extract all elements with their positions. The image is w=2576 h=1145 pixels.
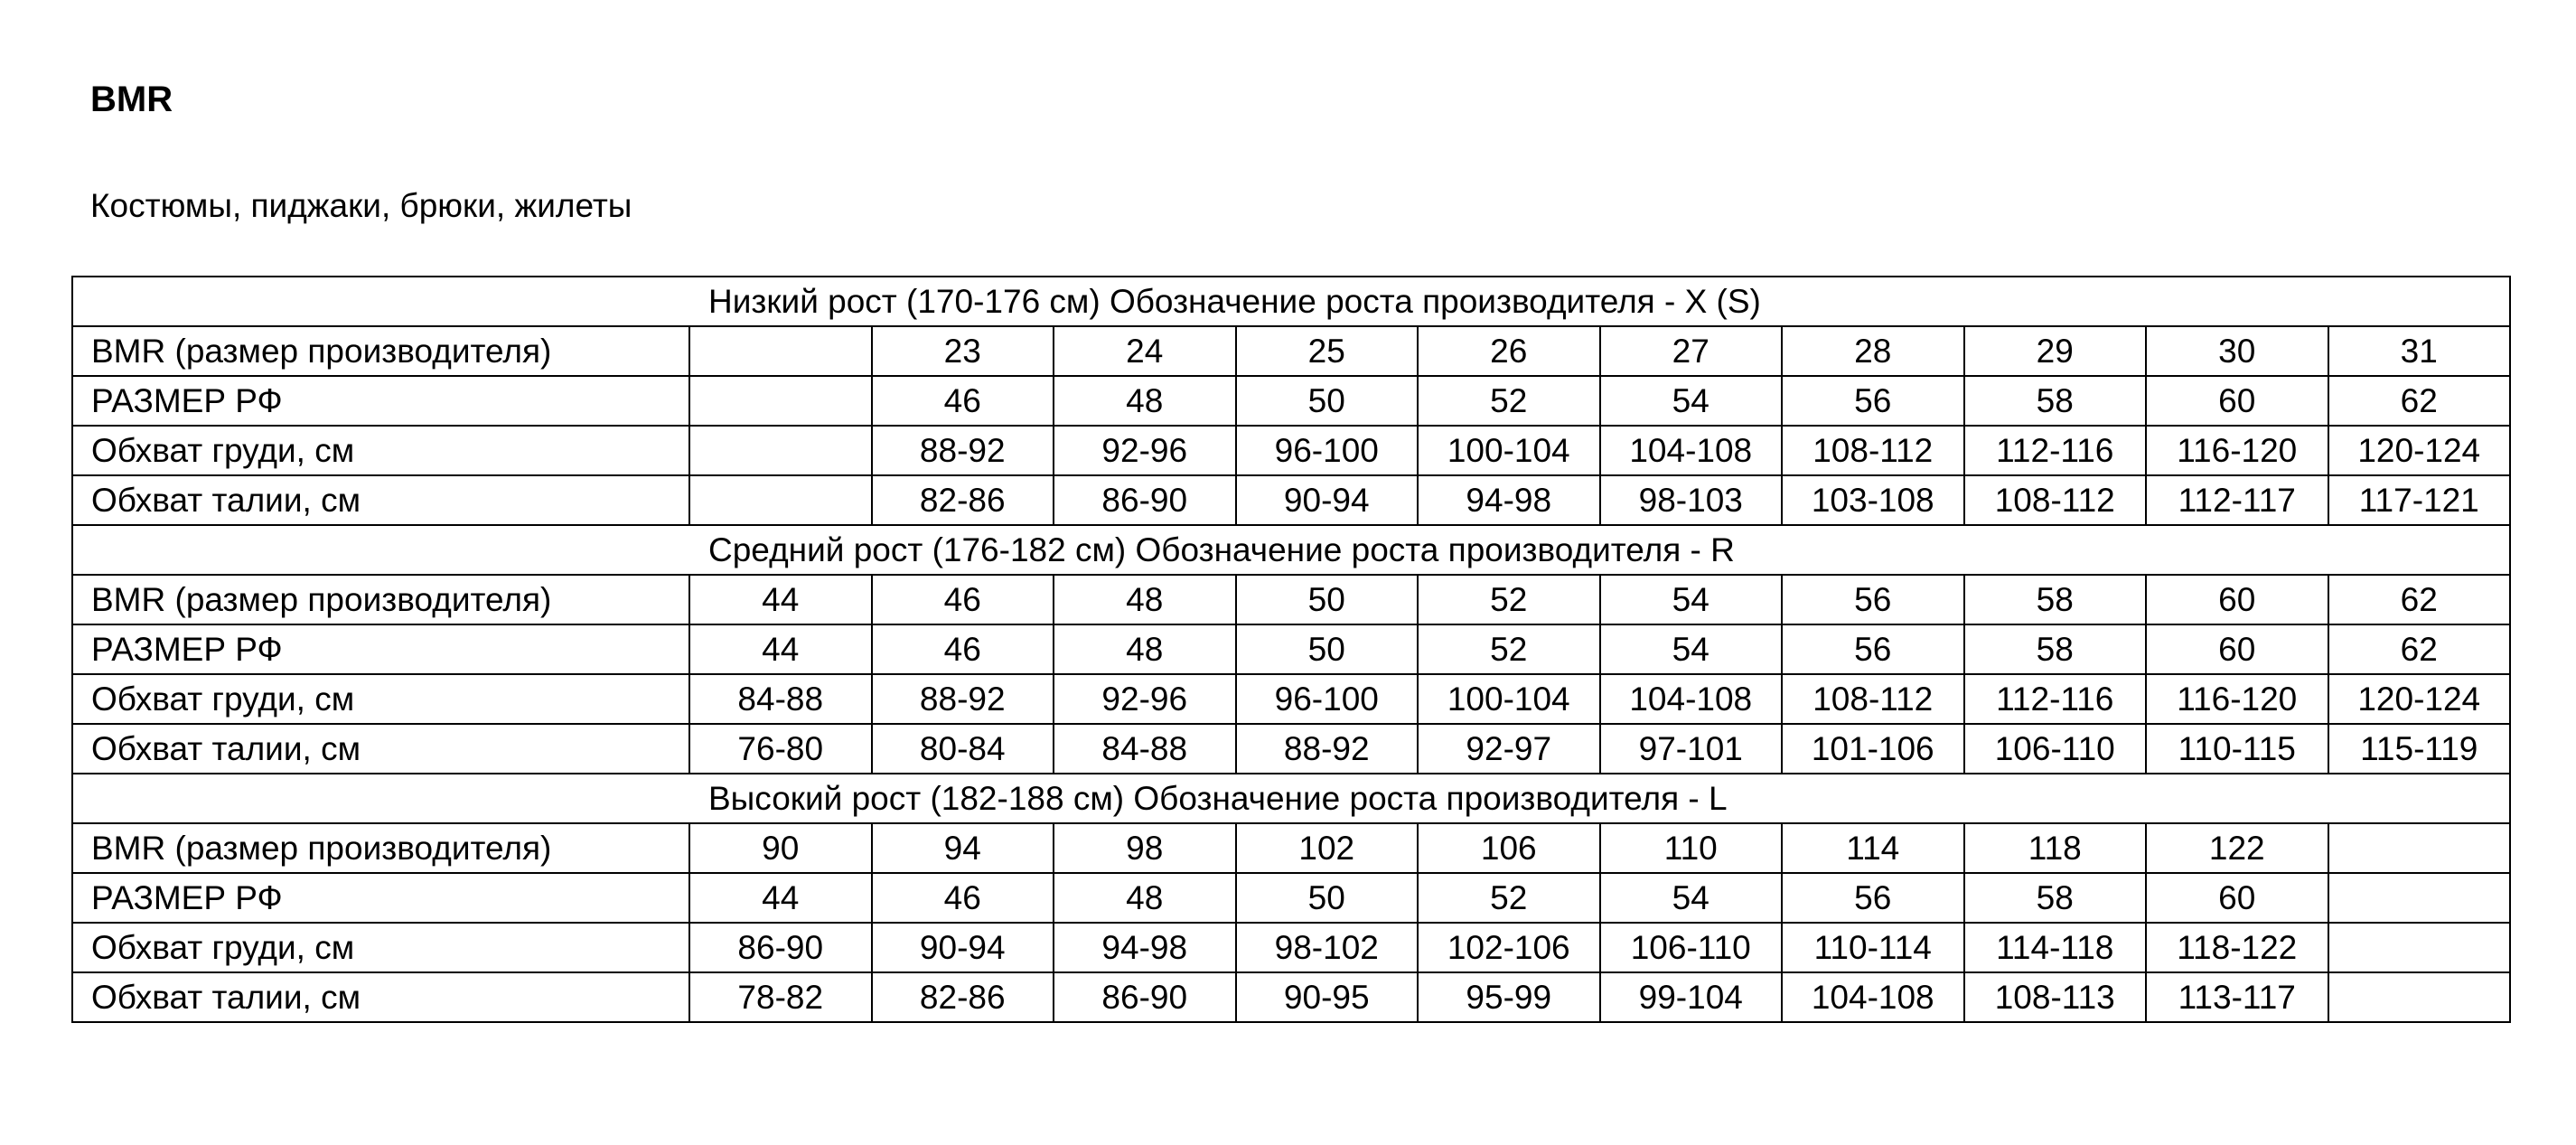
table-cell: 46 xyxy=(872,376,1054,426)
table-cell: 31 xyxy=(2328,326,2511,376)
row-label: Обхват груди, см xyxy=(72,923,689,972)
table-cell xyxy=(689,426,872,475)
table-row xyxy=(72,475,2510,525)
table-cell: 106 xyxy=(1418,823,1600,873)
table-cell: 58 xyxy=(1964,376,2147,426)
table-cell: 95-99 xyxy=(1418,972,1600,1022)
table-cell: 28 xyxy=(1782,326,1964,376)
table-cell: 48 xyxy=(1054,575,1236,624)
table-cell: 108-112 xyxy=(1782,426,1964,475)
table-cell: 50 xyxy=(1236,376,1419,426)
table-row xyxy=(72,624,2510,674)
table-cell: 97-101 xyxy=(1600,724,1783,774)
table-cell: 78-82 xyxy=(689,972,872,1022)
table-cell: 108-113 xyxy=(1964,972,2147,1022)
document-subtitle: Костюмы, пиджаки, брюки, жилеты xyxy=(90,187,632,224)
table-cell: 100-104 xyxy=(1418,674,1600,724)
section-header-row xyxy=(72,774,2510,823)
table-cell: 84-88 xyxy=(689,674,872,724)
table-cell: 44 xyxy=(689,575,872,624)
table-row xyxy=(72,376,2510,426)
table-cell: 25 xyxy=(1236,326,1419,376)
table-cell: 60 xyxy=(2146,624,2328,674)
size-chart-body xyxy=(72,277,2510,1022)
table-cell: 118 xyxy=(1964,823,2147,873)
table-cell: 92-96 xyxy=(1054,426,1236,475)
table-cell: 116-120 xyxy=(2146,674,2328,724)
table-cell: 52 xyxy=(1418,376,1600,426)
table-cell: 76-80 xyxy=(689,724,872,774)
table-cell: 54 xyxy=(1600,575,1783,624)
table-cell xyxy=(2328,923,2511,972)
table-cell xyxy=(2328,823,2511,873)
table-cell: 48 xyxy=(1054,873,1236,923)
table-cell: 112-117 xyxy=(2146,475,2328,525)
table-cell: 52 xyxy=(1418,575,1600,624)
table-cell: 108-112 xyxy=(1964,475,2147,525)
table-cell xyxy=(689,326,872,376)
row-label: РАЗМЕР РФ xyxy=(72,376,689,426)
table-cell xyxy=(2328,972,2511,1022)
table-cell: 88-92 xyxy=(872,674,1054,724)
table-cell: 98-103 xyxy=(1600,475,1783,525)
table-cell: 58 xyxy=(1964,624,2147,674)
table-cell: 116-120 xyxy=(2146,426,2328,475)
table-cell: 50 xyxy=(1236,873,1419,923)
table-cell: 110-115 xyxy=(2146,724,2328,774)
row-label: Обхват талии, см xyxy=(72,475,689,525)
brand-title: BMR xyxy=(90,80,173,119)
row-label: BMR (размер производителя) xyxy=(72,823,689,873)
table-row xyxy=(72,426,2510,475)
table-cell: 120-124 xyxy=(2328,674,2511,724)
table-cell: 60 xyxy=(2146,575,2328,624)
table-cell: 50 xyxy=(1236,575,1419,624)
table-cell: 56 xyxy=(1782,624,1964,674)
table-cell: 80-84 xyxy=(872,724,1054,774)
table-cell: 86-90 xyxy=(1054,475,1236,525)
table-cell: 90-94 xyxy=(872,923,1054,972)
table-cell: 92-96 xyxy=(1054,674,1236,724)
table-row xyxy=(72,823,2510,873)
row-label: BMR (размер производителя) xyxy=(72,326,689,376)
table-cell: 122 xyxy=(2146,823,2328,873)
table-cell: 96-100 xyxy=(1236,674,1419,724)
table-cell: 88-92 xyxy=(872,426,1054,475)
table-cell xyxy=(689,376,872,426)
table-cell: 110-114 xyxy=(1782,923,1964,972)
table-cell: 26 xyxy=(1418,326,1600,376)
table-row xyxy=(72,972,2510,1022)
table-cell: 90-94 xyxy=(1236,475,1419,525)
table-cell: 52 xyxy=(1418,873,1600,923)
row-label: BMR (размер производителя) xyxy=(72,575,689,624)
table-row xyxy=(72,575,2510,624)
table-cell: 113-117 xyxy=(2146,972,2328,1022)
table-cell: 100-104 xyxy=(1418,426,1600,475)
section-header-row xyxy=(72,277,2510,326)
table-cell: 62 xyxy=(2328,376,2511,426)
table-cell: 84-88 xyxy=(1054,724,1236,774)
table-cell: 86-90 xyxy=(689,923,872,972)
section-header: Средний рост (176-182 см) Обозначение роста производителя - R xyxy=(72,525,2510,575)
row-label: Обхват груди, см xyxy=(72,674,689,724)
table-cell: 106-110 xyxy=(1600,923,1783,972)
section-header-row xyxy=(72,525,2510,575)
table-cell: 118-122 xyxy=(2146,923,2328,972)
table-cell: 102-106 xyxy=(1418,923,1600,972)
table-cell: 23 xyxy=(872,326,1054,376)
table-cell: 48 xyxy=(1054,624,1236,674)
table-cell: 108-112 xyxy=(1782,674,1964,724)
table-cell: 114-118 xyxy=(1964,923,2147,972)
table-cell: 58 xyxy=(1964,575,2147,624)
table-row xyxy=(72,873,2510,923)
row-label: Обхват талии, см xyxy=(72,724,689,774)
table-cell: 99-104 xyxy=(1600,972,1783,1022)
table-cell: 56 xyxy=(1782,575,1964,624)
table-cell: 90 xyxy=(689,823,872,873)
table-cell: 54 xyxy=(1600,376,1783,426)
table-cell: 94-98 xyxy=(1054,923,1236,972)
table-cell: 110 xyxy=(1600,823,1783,873)
table-cell: 29 xyxy=(1964,326,2147,376)
table-cell: 94-98 xyxy=(1418,475,1600,525)
table-cell: 82-86 xyxy=(872,972,1054,1022)
table-cell: 24 xyxy=(1054,326,1236,376)
table-cell xyxy=(2328,873,2511,923)
table-cell: 30 xyxy=(2146,326,2328,376)
table-cell: 50 xyxy=(1236,624,1419,674)
table-row xyxy=(72,674,2510,724)
table-cell: 58 xyxy=(1964,873,2147,923)
table-cell: 92-97 xyxy=(1418,724,1600,774)
table-cell: 98-102 xyxy=(1236,923,1419,972)
table-row xyxy=(72,326,2510,376)
table-cell: 102 xyxy=(1236,823,1419,873)
table-cell: 86-90 xyxy=(1054,972,1236,1022)
table-cell: 90-95 xyxy=(1236,972,1419,1022)
table-cell xyxy=(689,475,872,525)
table-cell: 104-108 xyxy=(1600,426,1783,475)
row-label: Обхват груди, см xyxy=(72,426,689,475)
table-row xyxy=(72,923,2510,972)
table-cell: 104-108 xyxy=(1782,972,1964,1022)
table-cell: 48 xyxy=(1054,376,1236,426)
table-cell: 46 xyxy=(872,624,1054,674)
table-cell: 82-86 xyxy=(872,475,1054,525)
table-cell: 56 xyxy=(1782,873,1964,923)
table-cell: 44 xyxy=(689,873,872,923)
section-header: Высокий рост (182-188 см) Обозначение роста производителя - L xyxy=(72,774,2510,823)
row-label: Обхват талии, см xyxy=(72,972,689,1022)
table-cell: 120-124 xyxy=(2328,426,2511,475)
table-cell: 62 xyxy=(2328,575,2511,624)
table-cell: 114 xyxy=(1782,823,1964,873)
table-cell: 62 xyxy=(2328,624,2511,674)
table-cell: 101-106 xyxy=(1782,724,1964,774)
table-cell: 44 xyxy=(689,624,872,674)
table-cell: 60 xyxy=(2146,376,2328,426)
table-cell: 27 xyxy=(1600,326,1783,376)
table-cell: 52 xyxy=(1418,624,1600,674)
row-label: РАЗМЕР РФ xyxy=(72,624,689,674)
table-cell: 117-121 xyxy=(2328,475,2511,525)
table-cell: 96-100 xyxy=(1236,426,1419,475)
table-cell: 46 xyxy=(872,575,1054,624)
table-cell: 56 xyxy=(1782,376,1964,426)
table-cell: 54 xyxy=(1600,624,1783,674)
row-label: РАЗМЕР РФ xyxy=(72,873,689,923)
table-cell: 115-119 xyxy=(2328,724,2511,774)
table-cell: 103-108 xyxy=(1782,475,1964,525)
section-header: Низкий рост (170-176 см) Обозначение роста производителя - X (S) xyxy=(72,277,2510,326)
table-cell: 106-110 xyxy=(1964,724,2147,774)
table-cell: 112-116 xyxy=(1964,674,2147,724)
table-row xyxy=(72,724,2510,774)
size-chart-table xyxy=(71,276,2511,1023)
table-cell: 88-92 xyxy=(1236,724,1419,774)
table-cell: 60 xyxy=(2146,873,2328,923)
table-cell: 54 xyxy=(1600,873,1783,923)
table-cell: 94 xyxy=(872,823,1054,873)
table-cell: 104-108 xyxy=(1600,674,1783,724)
table-cell: 98 xyxy=(1054,823,1236,873)
table-cell: 46 xyxy=(872,873,1054,923)
table-cell: 112-116 xyxy=(1964,426,2147,475)
